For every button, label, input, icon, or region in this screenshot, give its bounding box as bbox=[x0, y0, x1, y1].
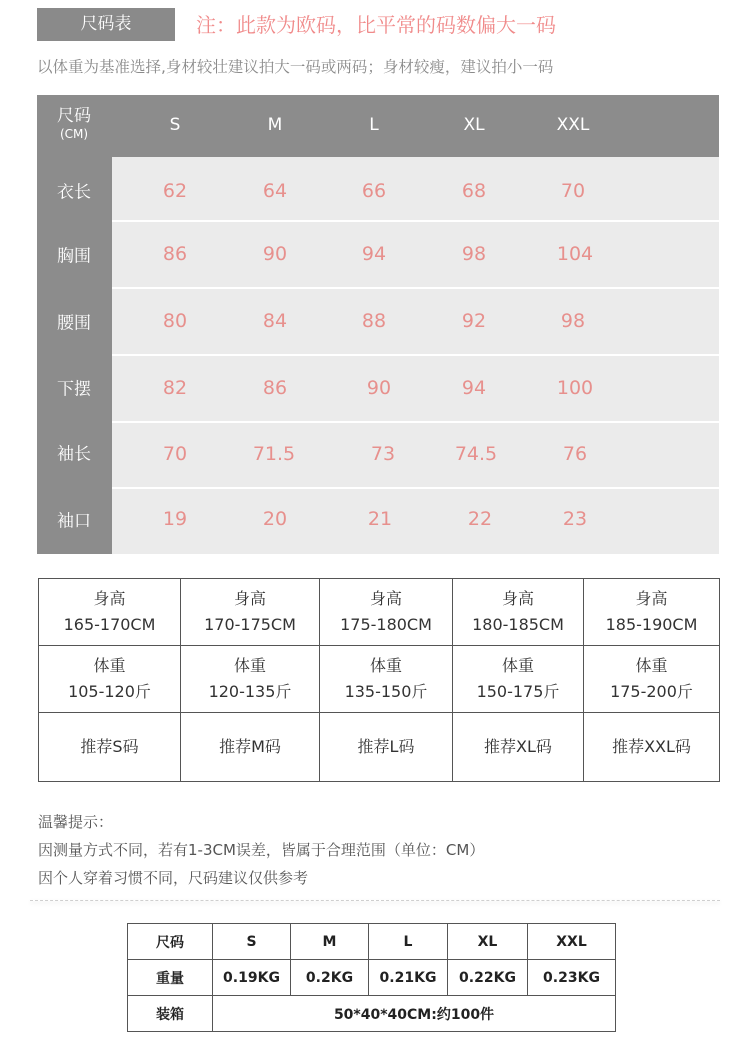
row-label-hem: 下摆 bbox=[57, 379, 91, 400]
divider bbox=[30, 900, 720, 901]
weight-cell: 0.22KG bbox=[448, 960, 528, 996]
size-recommendation-table bbox=[38, 578, 720, 782]
value-cell: 70 bbox=[560, 180, 586, 202]
size-unit-header bbox=[57, 107, 91, 143]
row-divider bbox=[112, 421, 719, 423]
height-cell: 身高 185-190CM bbox=[584, 579, 720, 646]
value-cell: 76 bbox=[562, 443, 588, 465]
size-label-cell: 尺码 bbox=[128, 924, 213, 960]
packing-value-cell: 50*40*40CM:约100件 bbox=[213, 996, 616, 1032]
weight-cell: 体重 175-200斤 bbox=[584, 646, 720, 713]
suggest-cell: 推荐M码 bbox=[181, 713, 320, 782]
tips-line: 因测量方式不同，若有1-3CM误差，皆属于合理范围（单位：CM） bbox=[38, 841, 485, 859]
size-cell: XXL bbox=[528, 924, 616, 960]
size-cell: XL bbox=[448, 924, 528, 960]
value-cell: 88 bbox=[361, 310, 387, 332]
value-cell: 66 bbox=[361, 180, 387, 202]
size-row bbox=[128, 924, 616, 960]
packing-label-cell: 装箱 bbox=[128, 996, 213, 1032]
value-cell: 92 bbox=[461, 310, 487, 332]
value-cell: 100 bbox=[556, 377, 594, 399]
height-cell: 身高 165-170CM bbox=[39, 579, 181, 646]
value-cell: 86 bbox=[162, 243, 188, 265]
weight-row bbox=[128, 960, 616, 996]
euro-size-note: 注：此款为欧码，比平常的码数偏大一码 bbox=[196, 13, 556, 37]
height-row bbox=[39, 579, 720, 646]
weight-cell: 体重 105-120斤 bbox=[39, 646, 181, 713]
value-cell: 20 bbox=[262, 508, 288, 530]
weight-label-cell: 重量 bbox=[128, 960, 213, 996]
row-divider bbox=[112, 287, 719, 289]
suggest-cell: 推荐XXL码 bbox=[584, 713, 720, 782]
size-chart-table bbox=[37, 95, 719, 554]
height-cell: 身高 170-175CM bbox=[181, 579, 320, 646]
size-header-l: L bbox=[369, 115, 379, 135]
weight-packing-table bbox=[127, 923, 616, 1032]
height-cell: 身高 180-185CM bbox=[453, 579, 584, 646]
value-cell: 70 bbox=[162, 443, 188, 465]
weight-cell: 0.21KG bbox=[369, 960, 448, 996]
row-label-waist: 腰围 bbox=[57, 313, 91, 334]
suggest-cell: 推荐XL码 bbox=[453, 713, 584, 782]
value-cell: 94 bbox=[461, 377, 487, 399]
value-cell: 104 bbox=[556, 243, 594, 265]
value-cell: 21 bbox=[367, 508, 393, 530]
suggest-row bbox=[39, 713, 720, 782]
size-header-xxl: XXL bbox=[556, 115, 590, 135]
row-divider bbox=[112, 354, 719, 356]
weight-cell: 0.19KG bbox=[213, 960, 291, 996]
weight-cell: 0.2KG bbox=[291, 960, 369, 996]
value-cell: 90 bbox=[262, 243, 288, 265]
row-label-cuff: 袖口 bbox=[57, 511, 91, 532]
size-cell: S bbox=[213, 924, 291, 960]
size-chart-label-column bbox=[37, 157, 112, 554]
tips-line: 因个人穿着习惯不同，尺码建议仅供参考 bbox=[38, 869, 309, 887]
unit-label: (CM) bbox=[59, 127, 89, 141]
row-divider bbox=[112, 487, 719, 489]
value-cell: 23 bbox=[562, 508, 588, 530]
value-cell: 94 bbox=[361, 243, 387, 265]
packing-row bbox=[128, 996, 616, 1032]
value-cell: 62 bbox=[162, 180, 188, 202]
weight-row bbox=[39, 646, 720, 713]
value-cell: 73 bbox=[370, 443, 396, 465]
row-divider bbox=[112, 220, 719, 222]
value-cell: 74.5 bbox=[454, 443, 498, 465]
weight-cell: 体重 120-135斤 bbox=[181, 646, 320, 713]
size-header-s: S bbox=[169, 115, 181, 135]
value-cell: 98 bbox=[560, 310, 586, 332]
weight-cell: 体重 150-175斤 bbox=[453, 646, 584, 713]
value-cell: 22 bbox=[467, 508, 493, 530]
weight-cell: 0.23KG bbox=[528, 960, 616, 996]
height-cell: 身高 175-180CM bbox=[320, 579, 453, 646]
value-cell: 98 bbox=[461, 243, 487, 265]
value-cell: 80 bbox=[162, 310, 188, 332]
size-chart-tag: 尺码表 bbox=[37, 8, 175, 41]
value-cell: 64 bbox=[262, 180, 288, 202]
tips-title: 温馨提示： bbox=[38, 813, 114, 831]
size-header-xl: XL bbox=[463, 115, 485, 135]
size-header-label: 尺码 bbox=[57, 106, 91, 126]
value-cell: 19 bbox=[162, 508, 188, 530]
value-cell: 71.5 bbox=[252, 443, 296, 465]
value-cell: 90 bbox=[366, 377, 392, 399]
suggest-cell: 推荐L码 bbox=[320, 713, 453, 782]
tips-section bbox=[38, 808, 484, 892]
size-cell: L bbox=[369, 924, 448, 960]
row-label-chest: 胸围 bbox=[57, 246, 91, 267]
value-cell: 82 bbox=[162, 377, 188, 399]
value-cell: 84 bbox=[262, 310, 288, 332]
value-cell: 68 bbox=[461, 180, 487, 202]
size-advice-text: 以体重为基准选择,身材较壮建议拍大一码或两码；身材较瘦，建议拍小一码 bbox=[37, 58, 554, 76]
size-header-m: M bbox=[267, 115, 283, 135]
row-label-sleeve: 袖长 bbox=[57, 444, 91, 465]
row-label-length: 衣长 bbox=[57, 182, 91, 203]
value-cell: 86 bbox=[262, 377, 288, 399]
weight-cell: 体重 135-150斤 bbox=[320, 646, 453, 713]
size-cell: M bbox=[291, 924, 369, 960]
suggest-cell: 推荐S码 bbox=[39, 713, 181, 782]
